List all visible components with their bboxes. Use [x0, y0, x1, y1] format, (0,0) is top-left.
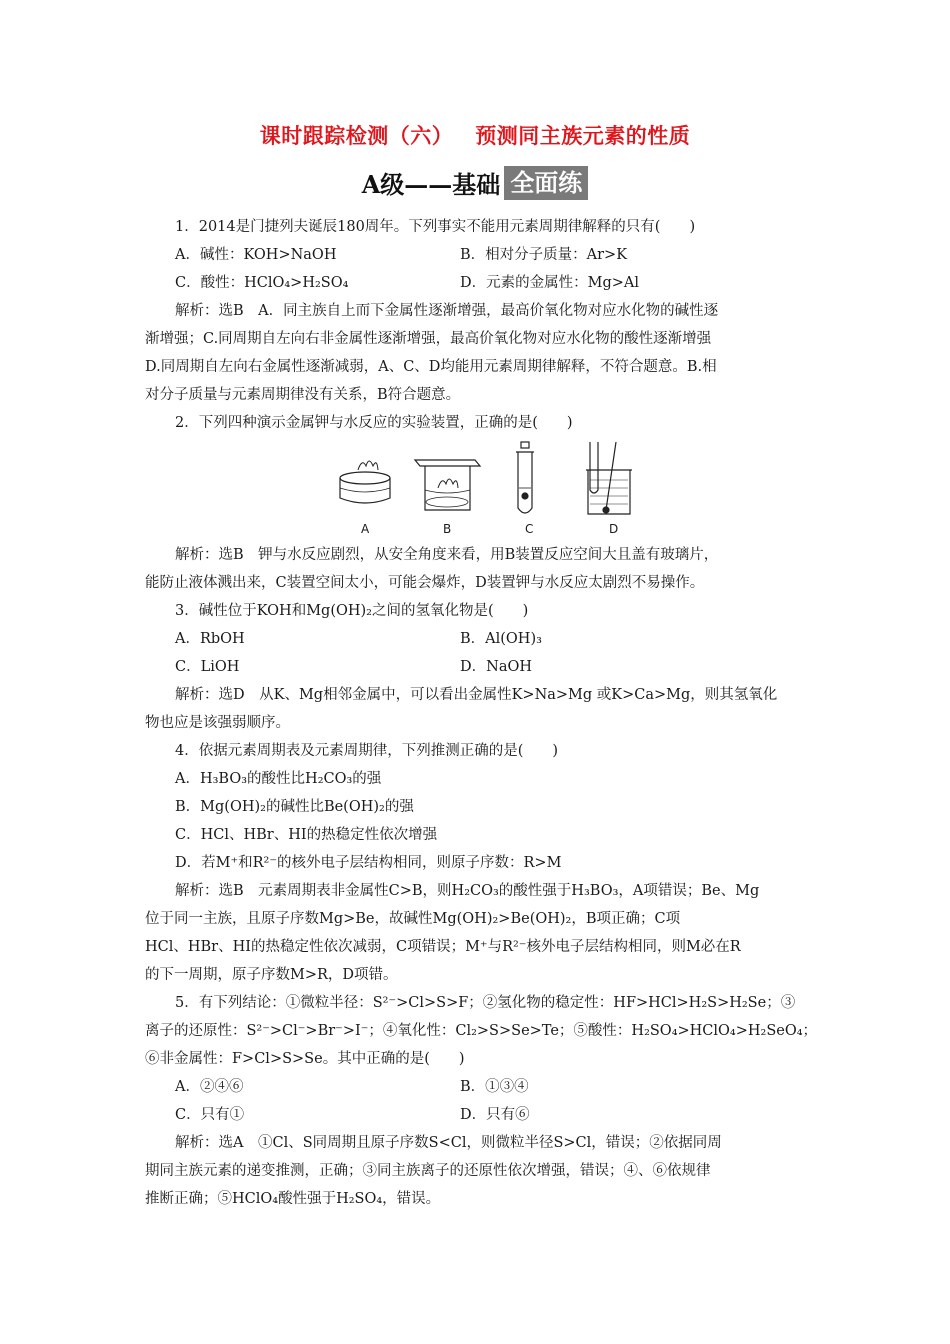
- q3-answer-line: 解析：选D 从K、Mg相邻金属中，可以看出金属性K>Na>Mg 或K>Ca>Mg，则其氢氧化: [175, 687, 778, 703]
- q4-answer-line: 解析：选B 元素周期表非金属性C>B，则H₂CO₃的酸性强于H₃BO₃，A项错误；Be、Mg: [175, 883, 760, 899]
- q5-option-c: C．只有①: [175, 1107, 245, 1123]
- apparatus-diagram: [330, 440, 640, 540]
- apparatus-d: [586, 442, 632, 514]
- q1-stem: 1．2014是门捷列夫诞辰180周年。下列事实不能用元素周期律解释的只有( ): [175, 219, 696, 235]
- apparatus-b: [415, 460, 480, 510]
- diagram-label-d: D: [609, 522, 619, 536]
- level-badge: 全面练: [504, 166, 588, 200]
- q3-option-a: A．RbOH: [175, 631, 245, 647]
- q2-answer-line: 能防止液体溅出来，C装置空间太小，可能会爆炸，D装置钾与水反应太剧烈不易操作。: [145, 575, 705, 591]
- q1-option-b: B．相对分子质量：Ar>K: [460, 247, 628, 263]
- q5-answer-line: 解析：选A ①Cl、S同周期且原子序数S<Cl，则微粒半径S>Cl，错误；②依据同周: [175, 1135, 722, 1151]
- q5-option-b: B．①③④: [460, 1079, 529, 1095]
- q1-option-d: D．元素的金属性：Mg>Al: [460, 275, 640, 291]
- q4-option-b: B．Mg(OH)₂的碱性比Be(OH)₂的强: [175, 799, 414, 815]
- q4-answer-line: 位于同一主族，且原子序数Mg>Be，故碱性Mg(OH)₂>Be(OH)₂，B项正确；C项: [145, 911, 681, 927]
- q1-answer-line: D.同周期自左向右金属性逐渐减弱，A、C、D均能用元素周期律解释，不符合题意。B.相: [145, 359, 717, 375]
- q5-answer-line: 推断正确；⑤HClO₄酸性强于H₂SO₄，错误。: [145, 1191, 441, 1207]
- level-text: A级——基础: [361, 170, 501, 199]
- q2-answer-line: 解析：选B 钾与水反应剧烈，从安全角度来看，用B装置反应空间大且盖有玻璃片，: [175, 547, 719, 563]
- q4-option-d: D．若M⁺和R²⁻的核外电子层结构相同，则原子序数：R>M: [175, 855, 562, 871]
- diagram-label-c: C: [525, 522, 534, 536]
- q3-option-c: C．LiOH: [175, 659, 240, 675]
- q5-answer-line: 期同主族元素的递变推测，正确；③同主族离子的还原性依次增强，错误；④、⑥依规律: [145, 1163, 711, 1179]
- q5-option-a: A．②④⑥: [175, 1079, 244, 1095]
- q3-stem: 3．碱性位于KOH和Mg(OH)₂之间的氢氧化物是( ): [175, 603, 529, 619]
- q4-answer-line: HCl、HBr、HI的热稳定性依次减弱，C项错误；M⁺与R²⁻核外电子层结构相同，则M必在R: [145, 939, 741, 955]
- q1-option-a: A．碱性：KOH>NaOH: [175, 247, 337, 263]
- q5-stem: 5．有下列结论：①微粒半径：S²⁻>Cl>S>F；②氢化物的稳定性：HF>HCl>H₂S>H₂Se；③: [175, 995, 796, 1011]
- diagram-label-b: B: [443, 522, 452, 536]
- q4-stem: 4．依据元素周期表及元素周期律，下列推测正确的是( ): [175, 743, 559, 759]
- title-part-2: 预测同主族元素的性质: [475, 123, 691, 148]
- apparatus-a: [340, 461, 390, 503]
- apparatus-c: [516, 442, 534, 513]
- level-heading: [0, 165, 950, 200]
- q1-answer-line: 对分子质量与元素周期律没有关系，B符合题意。: [145, 387, 461, 403]
- page-title: [0, 120, 950, 150]
- q5-stem: 离子的还原性：S²⁻>Cl⁻>Br⁻>I⁻；④氧化性：Cl₂>S>Se>Te；⑤酸性：H₂SO₄>HClO₄>H₂SeO₄；: [145, 1023, 818, 1039]
- q5-stem: ⑥非金属性：F>Cl>S>Se。其中正确的是( ): [145, 1051, 465, 1067]
- diagram-label-a: A: [361, 522, 370, 536]
- q2-stem: 2．下列四种演示金属钾与水反应的实验装置，正确的是( ): [175, 415, 573, 431]
- q1-answer-line: 解析：选B A．同主族自上而下金属性逐渐增强，最高价氧化物对应水化物的碱性逐: [175, 303, 719, 319]
- q4-option-a: A．H₃BO₃的酸性比H₂CO₃的强: [175, 771, 382, 787]
- q4-answer-line: 的下一周期，原子序数M>R，D项错。: [145, 967, 398, 983]
- title-part-1: 课时跟踪检测（六）: [259, 123, 454, 148]
- q1-answer-line: 渐增强；C.同周期自左向右非金属性逐渐增强，最高价氧化物对应水化物的酸性逐渐增强: [145, 331, 712, 347]
- q4-option-c: C．HCl、HBr、HI的热稳定性依次增强: [175, 827, 438, 843]
- q3-option-b: B．Al(OH)₃: [460, 631, 542, 647]
- q3-option-d: D．NaOH: [460, 659, 532, 675]
- q5-option-d: D．只有⑥: [460, 1107, 530, 1123]
- q3-answer-line: 物也应是该强弱顺序。: [145, 715, 290, 731]
- q1-option-c: C．酸性：HClO₄>H₂SO₄: [175, 275, 349, 291]
